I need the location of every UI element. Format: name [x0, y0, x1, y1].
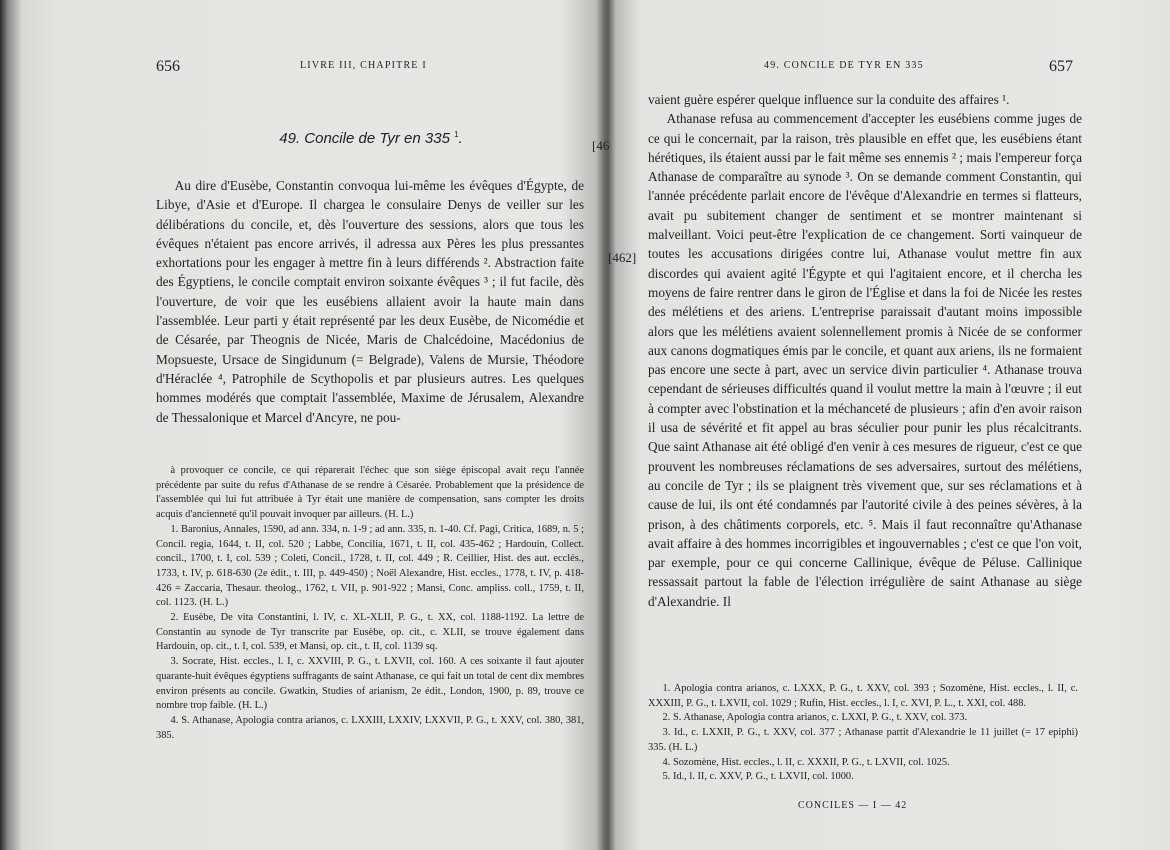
- footnote: 4. Sozomène, Hist. eccles., l. II, c. XXXII, P. G., t. LXVII, col. 1025.: [662, 756, 950, 768]
- body-text: [648, 90, 1082, 611]
- right-page: [608, 0, 1170, 850]
- footnote: 1. Apologia contra arianos, c. LXXX, P. G., t. XXV, col. 393 ; Sozomène, Hist. eccles., l. II, c. XXXIII, P. G., t. LXVII, col. 1029 ; Rufin, Hist. eccles., l. I, c. XVI, P. L., t. XXI, col. 488.: [648, 683, 1078, 709]
- margin-page-ref: [462]: [608, 250, 637, 265]
- footnotes: [156, 464, 584, 743]
- body-paragraph: Au dire d'Eusèbe, Constantin convoqua lui-même les évêques d'Égypte, de Libye, d'Asie et d'Europe. Il chargea le consulaire Denys de veiller sur les délibérations du concile, et, dès l'ouverture des sessions, alors que tous les évêques n'étaient pas encore arrivés, il adressa aux Pères les plus pressantes exhortations pour les engager à mettre fin à leurs différends ². Abstraction faite des Égyptiens, le concile comptait environ soixante évêques ³ ; il fut facile, dès l'ouverture, de voir que les eusébiens allaient avoir la haute main dans l'assemblée. Leur parti y était représenté par les deux Eusèbe, de Nicomédie et de Césarée, par Theognis de Nicée, Maris de Chalcédoine, Macédonius de Mopsueste, Ursace de Singidunum (= Belgrade), Valens de Mursie, Théodore d'Héraclée ⁴, Patrophile de Scythopolis et par plusieurs autres. Les quelques hommes modérés que comptait l'assemblée, Maxime de Jérusalem, Alexandre de Thessalonique et Marcel d'Ancyre, ne pou-: [156, 178, 584, 425]
- body-paragraph: Athanase refusa au commencement d'accepter les eusébiens comme juges de ce qui le concernait, par la raison, très plausible en effet que, les eusébiens étant hérétiques, ils étaient aussi par le fait même ses ennemis ² ; mais l'empereur força Athanase de comparaître au synode ³. On se demande comment Constantin, qui l'année précédente parlait encore de l'évêque d'Alexandrie en termes si flatteurs, avait pu subitement changer de sentiment et se montrer maintenant si malveillant. Voici peut-être l'explication de ce changement. Sorti vainqueur de toutes les accusations dirigées contre lui, Athanase voulut mettre fin aux discordes qui avaient agité l'Égypte et qui l'agitaient encore, et il chercha les moyens de faire rentrer dans le giron de l'Église et dans la foi de Nicée les restes des mélétiens et des ariens. L'entreprise paraissait d'autant moins impossible alors que les mélétiens avaient solennellement promis à Nicée de se conformer aux canons dogmatiques émis par le concile, et quant aux ariens, ils ne formaient pas encore une secte à part, avec un service divin particulier ⁴. Athanase trouva cependant de sérieuses difficultés quand il voulut mettre la main à l'œuvre ; il eut à compter avec l'obstination et la méchanceté de plusieurs ; afin d'en avoir raison il usa de sévérité et fit appel au bras séculier pour punir les plus récalcitrants. Que saint Athanase ait été obligé d'en venir à ces mesures de rigueur, c'est ce que prouvent les nombreuses réclamations de ses adversaires, surtout des mélétiens, au concile de Tyr ; ils se plaignent très vivement que, sur ses réclamations et à cause de lui, ils ont été condamnés par l'autorité civile à des peines sévères, à la prison, à des châtiments corporels, etc. ⁵. Mais il faut reconnaître qu'Athanase avait affaire à des hommes incorrigibles et ingouvernables ; c'est ce que l'on voit, par exemple, pour ce qui concerne Callinique, évêque de Péluse. Callinique ressassait partout la fable de l'élection irrégulière de saint Athanase au siège d'Alexandrie. Il: [648, 111, 1082, 609]
- footnote: 1. Baronius, Annales, 1590, ad ann. 334, n. 1-9 ; ad ann. 335, n. 1-40. Cf. Pagi, Critica, 1689, n. 5 ; Concil. regia, 1644, t. II, col. 520 ; Labbe, Concilia, 1671, t. II, col. 435-462 ; Hardouin, Collect. concil., 1700, t. I, col. 539 ; Coleti, Concil., 1728, t. II, col. 449 ; R. Ceillier, Hist. des aut. ecclés., 1733, t. IV, p. 618-630 (2e édit., t. III, p. 449-450) ; Noël Alexandre, Hist. eccles., 1778, t. IV, p. 418-426 = Zaccaria, Thesaur. theolog., 1762, t. VII, p. 901-922 ; Mansi, Conc. ampliss. coll., 1759, t. II, col. 1123. (H. L.): [156, 523, 584, 609]
- footnote: 5. Id., l. II, c. XXV, P. G., t. LXVII, col. 1000.: [662, 771, 854, 783]
- running-head: LIVRE III, CHAPITRE I: [300, 60, 427, 71]
- section-title-text: 49. Concile de Tyr en 335: [279, 130, 450, 147]
- footnote-ref: 1: [454, 130, 459, 139]
- footnote: 3. Socrate, Hist. eccles., l. I, c. XXVIII, P. G., t. LXVII, col. 160. A ces soixante il faut ajouter quarante-huit évêques égyptiens suffragants de saint Athanase, ce qui fait un total de cent dix membres environ présents au concile. Gwatkin, Studies of arianism, 2e édit., London, 1900, p. 89, trouve ce nombre trop faible. (H. L.): [156, 656, 584, 712]
- footnote: 2. S. Athanase, Apologia contra arianos, c. LXXI, P. G., t. XXV, col. 373.: [662, 712, 968, 724]
- page-number: 657: [1049, 58, 1073, 75]
- footnotes: [648, 682, 1078, 785]
- margin-page-ref: [46: [592, 138, 610, 153]
- continuation-paragraph: vaient guère espérer quelque influence sur la conduite des affaires ¹.: [648, 92, 1010, 107]
- section-title: 49. Concile de Tyr en 335 $^1$.: [279, 130, 463, 147]
- footnote: 2. Eusèbe, De vita Constantini, l. IV, c. XL-XLII, P. G., t. XX, col. 1188-1192. La lettre de Constantin au synode de Tyr transcrite par Eusèbe, op. cit., c. XLII, se trouve également dans Hardouin, op. cit., t. I, col. 539, et Mansi, op. cit., t. II, col. 1139 sq.: [156, 612, 584, 653]
- footnote: 3. Id., c. LXXII, P. G., t. XXV, col. 377 ; Athanase partit d'Alexandrie le 11 juillet (= 17 epiphi) 335. (H. L.): [648, 727, 1078, 753]
- footnote: 4. S. Athanase, Apologia contra arianos, c. LXXIII, LXXIV, LXXVII, P. G., t. XXV, col. 380, 381, 385.: [156, 714, 584, 741]
- page-number: 656: [156, 58, 180, 75]
- footnote: à provoquer ce concile, ce qui réparerait l'échec que son siège épiscopal avait reçu l'année précédente par suite du refus d'Athanase de se rendre à Césarée. Probablement que la présidence de l'assemblée qui lui fut attribuée à Tyr était une manière de compensation, sans compter les droits acquis d'ancienneté qu'il pouvait invoquer par ailleurs. (H. L.): [156, 465, 584, 521]
- running-head: 49. CONCILE DE TYR EN 335: [764, 60, 924, 71]
- signature-mark: CONCILES — I — 42: [798, 800, 908, 811]
